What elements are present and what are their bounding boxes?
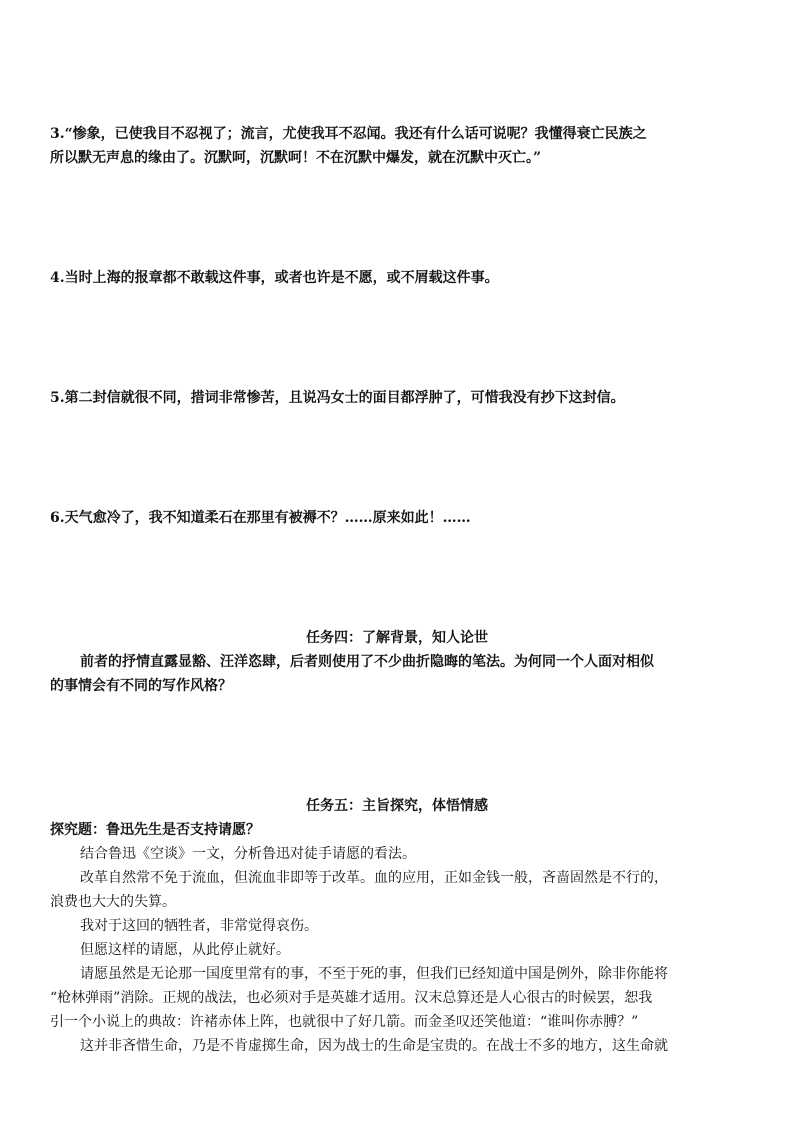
task5-p1-line-1: 改革自然常不免于流血，但流血非即等于改革。血的应用，正如金钱一般，吝啬固然是不行的，	[80, 870, 668, 886]
task5-p4-line-2: “枪林弹雨”消除。正规的战法，也必须对手是英雄才适用。汉末总算还是人心很古的时候罢，恕我	[50, 990, 653, 1006]
question-3	[50, 122, 750, 170]
question-6-line-1: 6.天气愈冷了，我不知道柔石在那里有被褥不？……原来如此！……	[50, 510, 471, 526]
task5-title: 任务五：主旨探究，体悟情感	[306, 798, 488, 814]
question-3-line-1: 3.“惨象，已使我目不忍视了；流言，尤使我耳不忍闻。我还有什么话可说呢？我懂得衰亡民族之	[50, 126, 647, 142]
question-5	[50, 386, 750, 410]
question-6	[50, 506, 750, 530]
task5-p2: 我对于这回的牺牲者，非常觉得哀伤。	[80, 918, 318, 934]
task5-p4-line-1: 请愿虽然是无论那一国度里常有的事，不至于死的事，但我们已经知道中国是例外，除非你能将	[80, 966, 668, 982]
task5-intro: 结合鲁迅《空谈》一文，分析鲁迅对徒手请愿的看法。	[80, 846, 416, 862]
task5-p4-line-3: 引一个小说上的典故：许褚赤体上阵，也就很中了好几箭。而金圣叹还笑他道：“谁叫你赤膊？”	[50, 1014, 639, 1030]
task4-line-1: 前者的抒情直露显豁、汪洋恣肆，后者则使用了不少曲折隐晦的笔法。为何同一个人面对相似	[80, 654, 654, 670]
task5-p3: 但愿这样的请愿，从此停止就好。	[80, 942, 290, 958]
task5-question: 探究题：鲁迅先生是否支持请愿？	[50, 822, 260, 838]
question-4	[50, 266, 750, 290]
question-4-line-1: 4.当时上海的报章都不敢载这件事，或者也许是不愿，或不屑载这件事。	[50, 270, 499, 286]
task5-body	[50, 842, 750, 1058]
task4-body	[50, 650, 750, 698]
question-5-line-1: 5.第二封信就很不同，措词非常惨苦，且说冯女士的面目都浮肿了，可惜我没有抄下这封信。	[50, 390, 625, 406]
task4-line-2: 的事情会有不同的写作风格？	[50, 678, 232, 694]
task5-p1-line-2: 浪费也大大的失算。	[50, 894, 176, 910]
task4-title: 任务四：了解背景，知人论世	[306, 630, 488, 646]
question-3-line-2: 所以默无声息的缘由了。沉默呵，沉默呵！不在沉默中爆发，就在沉默中灭亡。”	[50, 150, 542, 166]
task5-p5-line-1: 这并非吝惜生命，乃是不肯虚掷生命，因为战士的生命是宝贵的。在战士不多的地方，这生命就	[80, 1038, 668, 1054]
